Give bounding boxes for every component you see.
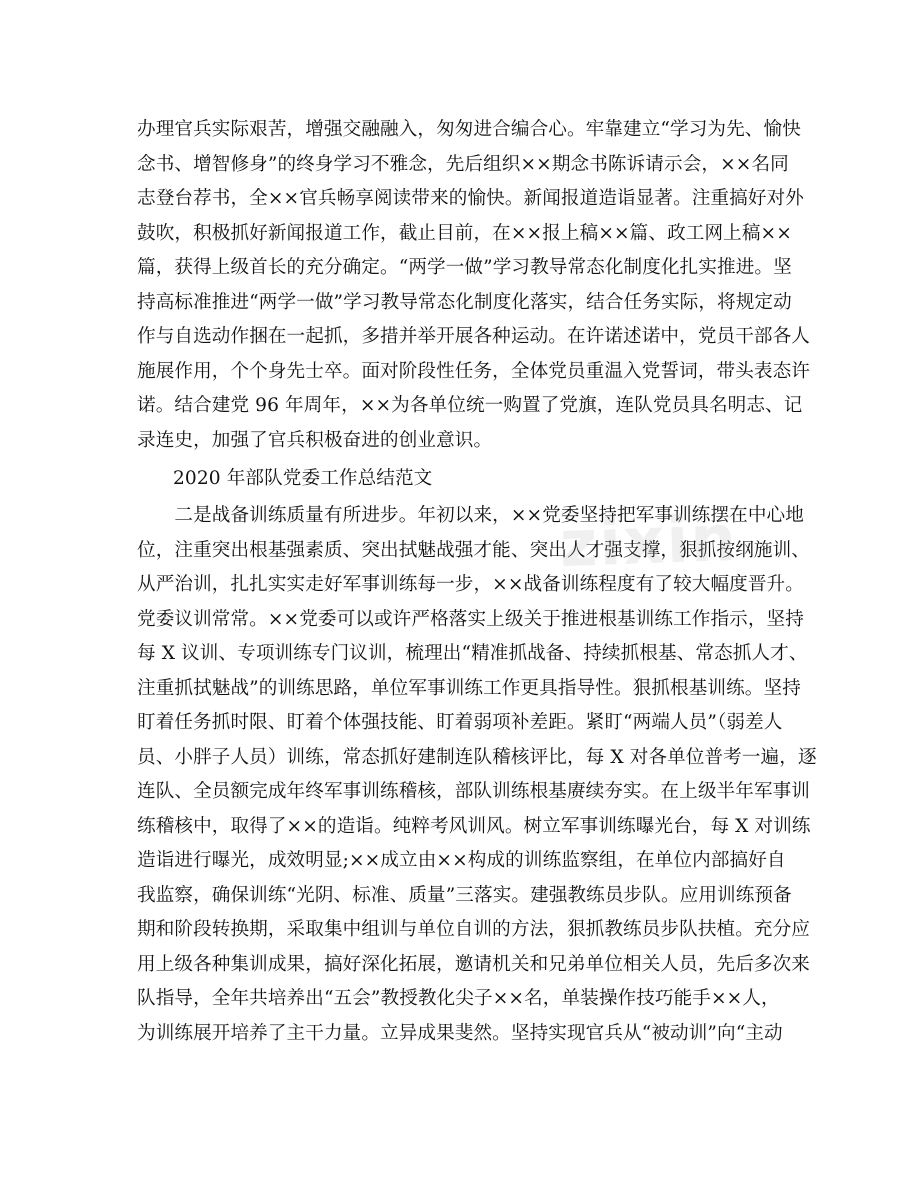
- watermark: zixin: [558, 501, 740, 583]
- paragraph-line: 连队、全员额完成年终军事训练稽核，部队训练根基赓续夯实。在上级半年军事训: [137, 781, 810, 802]
- paragraph-1: [137, 113, 810, 458]
- paragraph-line: 队指导，全年共培养出“五会”教授教化尖子××名，单装操作技巧能手××人，: [137, 988, 780, 1009]
- paragraph-line: 党委议训常常。××党委可以或许严格落实上级关于推进根基训练工作指示，坚持: [137, 608, 804, 630]
- paragraph-line: 从严治训，扎扎实实走好军事训练每一步，××战备训练程度有了较大幅度晋升。: [137, 574, 804, 595]
- paragraph-line: 练稽核中，取得了××的造诣。纯粹考风训风。树立军事训练曝光台，每 X 对训练: [137, 815, 811, 837]
- paragraph-line: 二是战备训练质量有所进步。年初以来，××党委坚持把军事训练摆在中心地: [137, 505, 804, 526]
- paragraph-line: 办理官兵实际艰苦，增强交融融入，匆匆进合编合心。牢靠建立“学习为先、愉快: [137, 119, 801, 140]
- paragraph-line: 每 X 议训、专项训练专门议训，梳理出“精准抓战备、持续抓根基、常态抓人才、: [137, 643, 808, 664]
- paragraph-line: 我监察，确保训练“光阴、标准、质量”三落实。建强教练员步队。应用训练预备: [137, 884, 792, 906]
- paragraph-line: 篇，获得上级首长的充分确定。“两学一做”学习教导常态化制度化扎实推进。坚: [137, 257, 792, 278]
- paragraph-2: [137, 499, 817, 1051]
- paragraph-line: 造诣进行曝光，成效明显;××成立由××构成的训练监察组，在单位内部搞好自: [137, 850, 786, 871]
- paragraph-line: 持高标准推进“两学一做”学习教导常态化制度化落实，结合任务实际，将规定动: [137, 291, 792, 313]
- paragraph-line: 录连史，加强了官兵积极奋进的创业意识。: [137, 429, 493, 451]
- paragraph-line: 员、小胖子人员）训练，常态抓好建制连队稽核评比，每 X 对各单位普考一遍，逐: [137, 746, 817, 768]
- heading-text: 2020 年部队党委工作总结范文: [173, 468, 433, 489]
- paragraph-line: 期和阶段转换期，采取集中组训与单位自训的方法，狠抓教练员步队扶植。充分应: [137, 919, 810, 940]
- paragraph-line: 为训练展开培养了主干力量。立异成果斐然。坚持实现官兵从“被动训”向“主动: [137, 1022, 783, 1044]
- paragraph-line: 施展作用，个个身先士卒。面对阶段性任务，全体党员重温入党誓词，带头表态许: [137, 360, 810, 382]
- paragraph-line: 志登台荐书，全××官兵畅享阅读带来的愉快。新闻报道造诣显著。注重搞好对外: [137, 188, 804, 209]
- paragraph-line: 念书、增智修身”的终身学习不雅念，先后组织××期念书陈诉请示会，××名同: [137, 153, 789, 175]
- paragraph-line: 位，注重突出根基强素质、突出拭魅战强才能、突出人才强支撑，狠抓按纲施训、: [137, 539, 810, 561]
- paragraph-line: 诺。结合建党 96 年周年，××为各单位统一购置了党旗，连队党员具名明志、记: [137, 395, 803, 416]
- paragraph-line: 作与自选动作捆在一起抓，多措并举开展各种运动。在许诺述诺中，党员干部各人: [137, 326, 810, 347]
- paragraph-line: 用上级各种集训成果，搞好深化拓展，邀请机关和兄弟单位相关人员，先后多次来: [137, 953, 810, 975]
- paragraph-line: 注重抓拭魅战”的训练思路，单位军事训练工作更具指导性。狠抓根基训练。坚持: [137, 677, 801, 699]
- section-heading: [173, 462, 823, 497]
- paragraph-line: 盯着任务抓时限、盯着个体强技能、盯着弱项补差距。紧盯“两端人员”（弱差人: [137, 712, 783, 733]
- paragraph-line: 鼓吹，积极抓好新闻报道工作，截止目前，在××报上稿××篇、政工网上稿××: [137, 222, 792, 244]
